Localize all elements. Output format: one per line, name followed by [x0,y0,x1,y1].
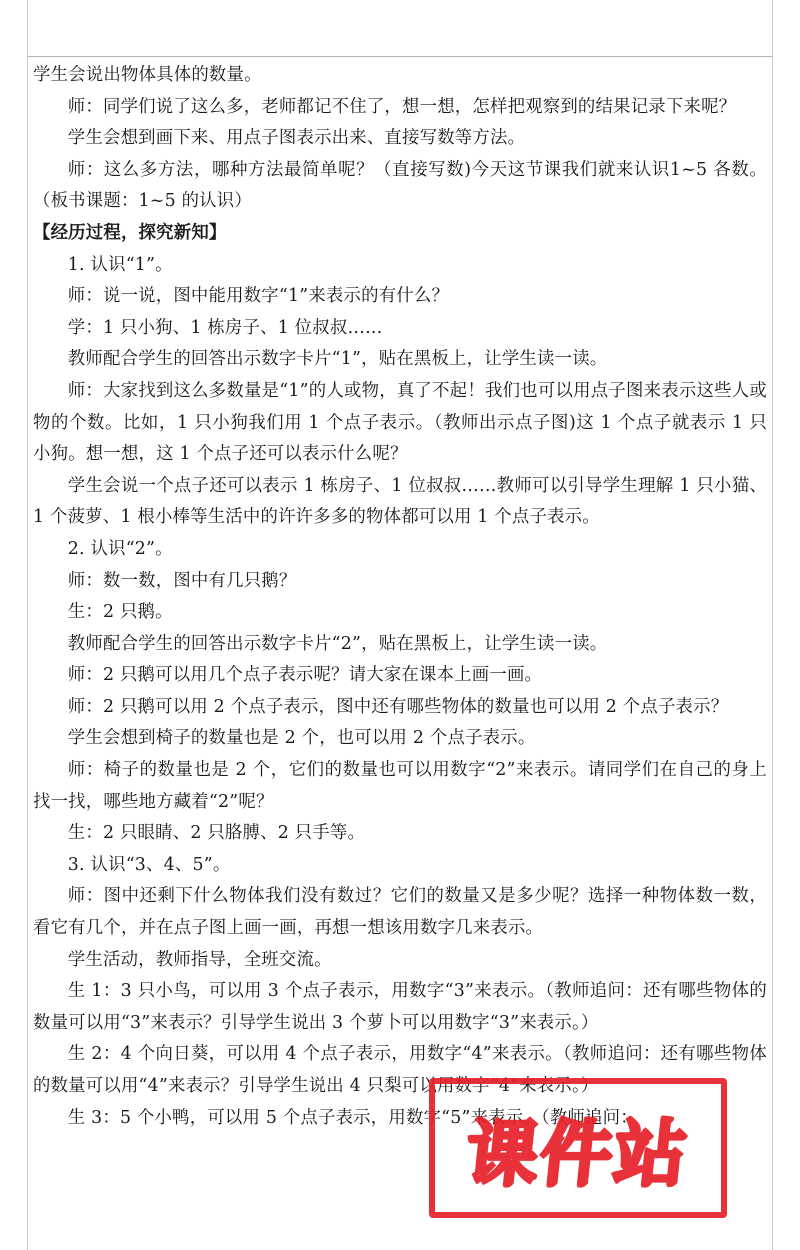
paragraph: 生 3：5 个小鸭，可以用 5 个点子表示，用数字“5”来表示。（教师追问： [67,1107,638,1128]
paragraph: 师：说一说，图中能用数字“1”来表示的有什么？ [67,286,450,307]
paragraph: 生 2：4 个向日葵，可以用 4 个点子表示，用数字“4”来表示。（教师追问：还有哪些物体的数量可以用“4”来表示？引导学生说出 4 只梨可以用数字“4”来表示。） [33,1044,767,1096]
watermark-text: 课件站 [461,1112,693,1196]
document-body [33,60,767,1134]
paragraph: 教师配合学生的回答出示数字卡片“2”，贴在黑板上，让学生读一读。 [67,633,608,654]
paragraph: 学：1 只小狗、1 栋房子、1 位叔叔…… [67,317,383,338]
paragraph: 2. 认识“2”。 [67,538,173,559]
paragraph: 师：大家找到这么多数量是“1”的人或物，真了不起！我们也可以用点子图来表示这些人或物的个数。比如，1 只小狗我们用 1 个点子表示。（教师出示点子图)这 1 个点子就表示 1 只小狗。想一想，这 1 个点子还可以表示什么呢？ [33,380,767,465]
paragraph: 学生会说出物体具体的数量。 [33,65,262,85]
paragraph: 师：图中还剩下什么物体我们没有数过？它们的数量又是多少呢？选择一种物体数一数，看它有几个，并在点子图上画一画，再想一想该用数字几来表示。 [33,886,767,939]
paragraph: 师：椅子的数量也是 2 个，它们的数量也可以用数字“2”来表示。请同学们在自己的身上找一找，哪些地方藏着“2”呢？ [33,760,767,812]
paragraph: 学生会想到椅子的数量也是 2 个，也可以用 2 个点子表示。 [67,728,536,749]
paragraph: 学生会想到画下来、用点子图表示出来、直接写数等方法。 [67,128,526,149]
page-top-rule [27,56,773,57]
section-heading: 【经历过程，探究新知】 [33,222,227,243]
paragraph: 师：数一数，图中有几只鹅？ [67,570,297,591]
paragraph: 生：2 只鹅。 [67,602,173,623]
page-left-rule [27,0,28,1250]
paragraph: 学生会说一个点子还可以表示 1 栋房子、1 位叔叔……教师可以引导学生理解 1 只小猫、1 个菠萝、1 根小棒等生活中的许许多多的物体都可以用 1 个点子表示。 [33,475,767,528]
paragraph: 1. 认识“1”。 [67,254,173,275]
paragraph: 教师配合学生的回答出示数字卡片“1”，贴在黑板上，让学生读一读。 [67,349,608,370]
paragraph: 师：2 只鹅可以用 2 个点子表示，图中还有哪些物体的数量也可以用 2 个点子表示？ [67,696,729,717]
paragraph: 3. 认识“3、4、5”。 [67,854,231,875]
paragraph: 师：同学们说了这么多，老师都记不住了，想一想，怎样把观察到的结果记录下来呢？ [67,96,737,117]
paragraph: 学生活动，教师指导，全班交流。 [67,949,332,970]
page-right-rule [772,0,773,1250]
paragraph: 师：这么多方法，哪种方法最简单呢？（直接写数)今天这节课我们就来认识1~5 各数。（板书课题：1~5 的认识） [33,159,767,212]
paragraph: 师：2 只鹅可以用几个点子表示呢？请大家在课本上画一画。 [67,665,543,686]
paragraph: 生 1：3 只小鸟，可以用 3 个点子表示，用数字“3”来表示。（教师追问：还有哪些物体的数量可以用“3”来表示？引导学生说出 3 个萝卜可以用数字“3”来表示。） [33,981,767,1033]
paragraph: 生：2 只眼睛、2 只胳膊、2 只手等。 [67,823,366,844]
